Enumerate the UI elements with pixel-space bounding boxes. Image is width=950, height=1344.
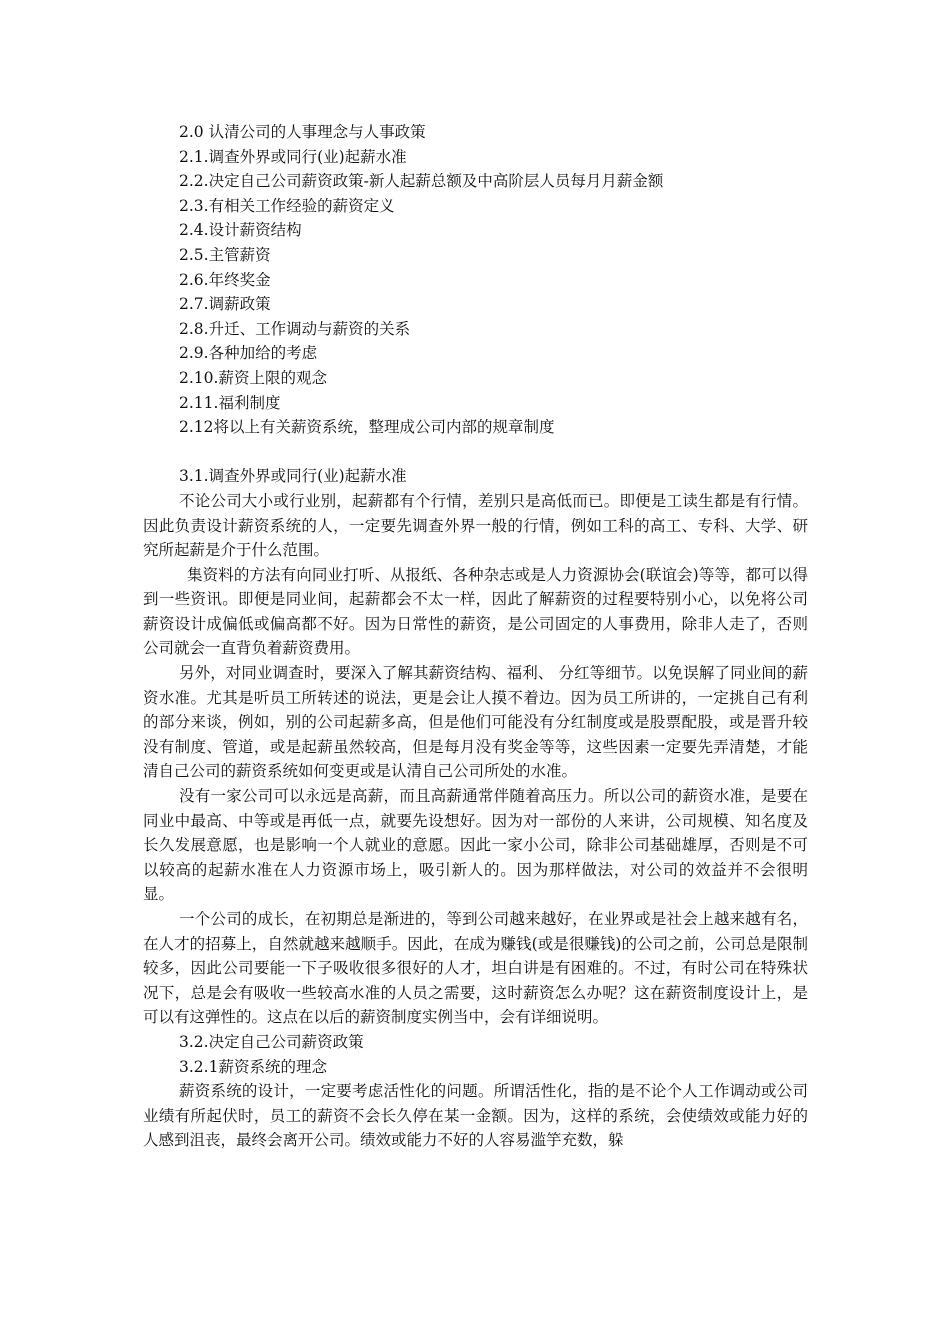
- body-paragraph: 薪资系统的设计，一定要考虑活性化的问题。所谓活性化，指的是不论个人工作调动或公司业绩有所起伏时，员工的薪资不会长久停在某一金额。因为，这样的系统，会使绩效或能力好的人感到沮丧，最终会离开公司。绩效或能力不好的人容易滥竽充数，躲: [143, 1082, 808, 1150]
- toc-item: 2.6.年终奖金: [179, 270, 271, 289]
- section-heading: 3.2.决定自己公司薪资政策: [179, 1032, 364, 1051]
- body-paragraph: 一个公司的成长，在初期总是渐进的，等到公司越来越好，在业界或是社会上越来越有名，在人才的招募上，自然就越来越顺手。因此，在成为赚钱(或是很赚钱)的公司之前，公司总是限制较多，因此公司要能一下子吸收很多很好的人才，坦白讲是有困难的。不过，有时公司在特殊状况下，总是会有吸收一些较高水准的人员之需要，这时薪资怎么办呢？这在薪资制度设计上，是可以有这弹性的。这点在以后的薪资制度实例当中，会有详细说明。: [143, 910, 808, 1027]
- subsection-heading: 3.2.1薪资系统的理念: [179, 1057, 327, 1076]
- toc-list: [143, 120, 808, 440]
- toc-item: 2.9.各种加给的考虑: [179, 344, 318, 363]
- section-3-1: [143, 464, 808, 1030]
- document-page: [143, 120, 808, 1153]
- toc-item: 2.4.设计薪资结构: [179, 221, 302, 240]
- toc-item: 2.7.调薪政策: [179, 295, 271, 314]
- blank-line: [143, 440, 808, 465]
- body-paragraph: 没有一家公司可以永远是高薪，而且高薪通常伴随着高压力。所以公司的薪资水准，是要在同业中最高、中等或是再低一点，就要先设想好。因为对一部份的人来讲，公司规模、知名度及长久发展意愿，也是影响一个人就业的意愿。因此一家小公司，除非公司基础雄厚，否则是不可以较高的起薪水准在人力资源市场上，吸引新人的。因为那样做法，对公司的效益并不会很明显。: [143, 787, 808, 904]
- toc-item: 2.11.福利制度: [179, 393, 281, 412]
- body-paragraph: 集资料的方法有向同业打听、从报纸、各种杂志或是人力资源协会(联谊会)等等，都可以得到一些资讯。即便是同业间，起薪都会不太一样，因此了解薪资的过程要特别小心，以免将公司薪资设计成偏低或偏高都不好。因为日常性的薪资，是公司固定的人事费用，除非人走了，否则公司就会一直背负着薪资费用。: [143, 565, 808, 658]
- section-heading: 3.1.调查外界或同行(业)起薪水准: [179, 467, 407, 486]
- toc-item: 2.3.有相关工作经验的薪资定义: [179, 196, 395, 215]
- body-paragraph: 不论公司大小或行业别，起薪都有个行情，差别只是高低而已。即便是工读生都是有行情。因此负责设计薪资系统的人，一定要先调查外界一般的行情，例如工科的高工、专科、大学、研究所起薪是介于什么范围。: [143, 491, 808, 560]
- toc-item: 2.2.决定自己公司薪资政策-新人起薪总额及中高阶层人员每月月薪金额: [179, 172, 664, 191]
- toc-item: 2.5.主管薪资: [179, 245, 271, 264]
- toc-item: 2.8.升迁、工作调动与薪资的关系: [179, 319, 411, 338]
- toc-item: 2.12将以上有关薪资系统，整理成公司内部的规章制度: [179, 418, 555, 437]
- toc-item: 2.10.薪资上限的观念: [179, 368, 327, 387]
- section-3-2: [143, 1030, 808, 1153]
- toc-item: 2.1.调查外界或同行(业)起薪水准: [179, 147, 407, 166]
- body-paragraph: 另外，对同业调查时，要深入了解其薪资结构、福利、 分红等细节。以免误解了同业间的薪资水准。尤其是听员工所转述的说法，更是会让人摸不着边。因为员工所讲的，一定挑自己有利的部分来谈，例如，别的公司起薪多高，但是他们可能没有分红制度或是股票配股，或是晋升较没有制度、管道，或是起薪虽然较高，但是每月没有奖金等等，这些因素一定要先弄清楚，才能清自己公司的薪资系统如何变更或是认清自己公司所处的水准。: [143, 664, 808, 781]
- toc-item: 2.0 认清公司的人事理念与人事政策: [179, 123, 426, 141]
